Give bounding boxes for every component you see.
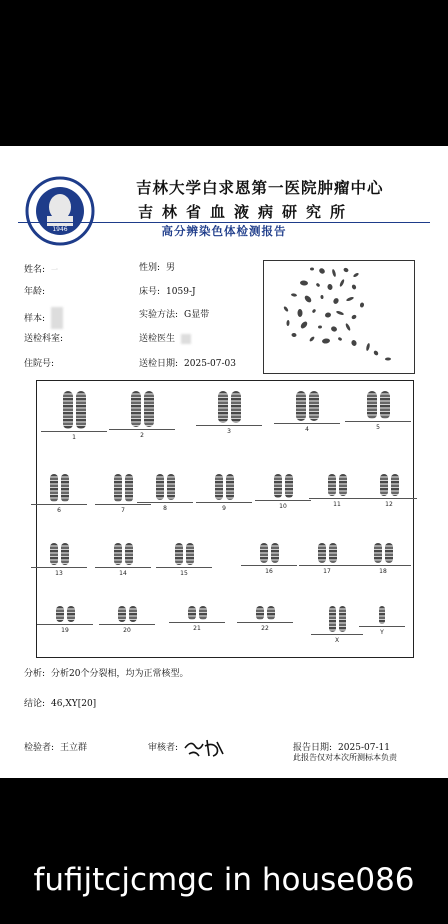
- metaphase-chromosome: [316, 283, 321, 288]
- pair-baseline: [196, 425, 262, 426]
- chromosome: [50, 543, 58, 565]
- chromosome-pair-21: [177, 606, 217, 632]
- metaphase-chromosome: [291, 293, 297, 297]
- chromosome: [339, 606, 346, 632]
- metaphase-chromosome: [353, 272, 360, 278]
- chromosome: [175, 543, 183, 565]
- chromosome: [226, 474, 234, 500]
- chromosome-pair-Y: [367, 606, 397, 636]
- chromosome: [186, 543, 194, 565]
- chromosome-pair-17: [307, 543, 347, 575]
- method-field: 实验方法: G显带: [139, 310, 210, 320]
- chromosome-pair-13: [39, 543, 79, 577]
- chromosome-label: 18: [379, 568, 387, 575]
- inpatient-number-field: 住院号:: [24, 359, 55, 369]
- pair-baseline: [311, 634, 363, 635]
- submit-date-field: 送检日期: 2025-07-03: [139, 359, 236, 369]
- chromosome: [271, 543, 279, 563]
- chromosome-label: 1: [72, 434, 76, 441]
- chromosome-pair-22: [245, 606, 285, 632]
- karyogram: [36, 380, 414, 658]
- chromosome-label: 10: [279, 503, 287, 510]
- chromosome: [218, 391, 228, 423]
- chromosome-label: 6: [57, 507, 61, 514]
- chromosome: [380, 391, 390, 419]
- chromosome: [144, 391, 154, 427]
- pair-baseline: [137, 502, 193, 503]
- chromosome: [50, 474, 58, 502]
- chromosome: [56, 606, 64, 622]
- metaphase-chromosome: [312, 309, 317, 314]
- chromosome: [318, 543, 326, 563]
- metaphase-chromosome: [332, 297, 339, 305]
- chromosome: [256, 606, 264, 620]
- metaphase-chromosome: [300, 280, 308, 286]
- metaphase-chromosome: [343, 267, 349, 273]
- metaphase-chromosome: [385, 357, 391, 360]
- chromosome: [199, 606, 207, 620]
- name-field: 姓名: 一: [24, 265, 59, 275]
- pair-baseline: [31, 504, 87, 505]
- chromosome-pair-2: [117, 391, 167, 439]
- chromosome: [296, 391, 306, 421]
- pair-baseline: [196, 502, 252, 503]
- chromosome-label: 7: [121, 507, 125, 514]
- chromosome-label: 12: [385, 501, 393, 508]
- gender-field: 性别: 男: [139, 263, 176, 273]
- metaphase-chromosome: [318, 267, 326, 275]
- analysis-field: 分析: 分析20个分裂相，均为正常核型。: [24, 669, 189, 679]
- chromosome-label: 3: [227, 428, 231, 435]
- chromosome: [76, 391, 86, 429]
- metaphase-image: [263, 260, 415, 374]
- chromosome-label: 21: [193, 625, 201, 632]
- pair-baseline: [156, 567, 212, 568]
- chromosome: [188, 606, 196, 620]
- bed-field: 床号: 1059-J: [139, 287, 196, 297]
- chromosome-label: 15: [180, 570, 188, 577]
- conclusion-field: 结论: 46,XY[20]: [24, 699, 97, 709]
- report-document: [0, 146, 448, 778]
- pair-baseline: [355, 565, 411, 566]
- chromosome: [379, 606, 385, 624]
- chromosome: [367, 391, 377, 419]
- pair-baseline: [41, 431, 107, 432]
- chromosome-label: 13: [55, 570, 63, 577]
- metaphase-chromosome: [309, 336, 315, 342]
- chromosome-pair-16: [249, 543, 289, 575]
- chromosome-label: 2: [140, 432, 144, 439]
- chromosome-pair-19: [45, 606, 85, 634]
- metaphase-chromosome: [331, 269, 336, 278]
- chromosome-label: X: [334, 637, 340, 644]
- doctor-field: 送检医生: [139, 331, 191, 344]
- metaphase-chromosome: [327, 284, 333, 291]
- chromosome: [131, 391, 141, 427]
- chromosome: [118, 606, 126, 622]
- metaphase-chromosome: [303, 294, 312, 303]
- metaphase-chromosome: [322, 338, 331, 344]
- chromosome: [385, 543, 393, 563]
- metaphase-chromosome: [297, 309, 302, 317]
- reviewer-field: 审核者:: [148, 743, 179, 753]
- pair-baseline: [37, 624, 93, 625]
- chromosome: [274, 474, 282, 498]
- pair-baseline: [99, 624, 155, 625]
- metaphase-chromosome: [291, 333, 297, 338]
- chromosome-label: 16: [265, 568, 273, 575]
- chromosome: [67, 606, 75, 622]
- metaphase-chromosome: [330, 325, 338, 332]
- disclaimer: 此报告仅对本次所测标本负责: [293, 753, 397, 762]
- pair-baseline: [109, 429, 175, 430]
- chromosome: [339, 474, 347, 496]
- pair-baseline: [95, 567, 151, 568]
- chromosome: [125, 543, 133, 565]
- chromosome-pair-X: [319, 606, 355, 644]
- metaphase-chromosome: [339, 279, 345, 288]
- chromosome-pair-5: [353, 391, 403, 431]
- chromosome: [129, 606, 137, 622]
- metaphase-chromosome: [283, 306, 289, 313]
- age-field: 年龄:: [24, 287, 46, 297]
- pair-baseline: [241, 565, 297, 566]
- chromosome-label: 14: [119, 570, 127, 577]
- metaphase-chromosome: [351, 284, 357, 290]
- chromosome: [329, 606, 336, 632]
- chromosome: [231, 391, 241, 423]
- metaphase-chromosome: [359, 302, 364, 308]
- chromosome-pair-9: [204, 474, 244, 512]
- chromosome-label: 20: [123, 627, 131, 634]
- chromosome-label: 5: [376, 424, 380, 431]
- metaphase-chromosome: [351, 339, 358, 346]
- pair-baseline: [169, 622, 225, 623]
- chromosome: [61, 543, 69, 565]
- metaphase-chromosome: [286, 320, 289, 326]
- pair-baseline: [274, 423, 340, 424]
- metaphase-chromosome: [324, 312, 331, 319]
- chromosome-label: 9: [222, 505, 226, 512]
- chromosome-pair-8: [145, 474, 185, 512]
- chromosome-pair-20: [107, 606, 147, 634]
- chromosome: [380, 474, 388, 496]
- chromosome: [374, 543, 382, 563]
- chromosome-label: 17: [323, 568, 331, 575]
- chromosome-label: 4: [305, 426, 309, 433]
- chromosome-pair-10: [263, 474, 303, 510]
- chromosome: [329, 543, 337, 563]
- chromosome-pair-6: [39, 474, 79, 514]
- metaphase-chromosome: [336, 310, 345, 316]
- chromosome: [167, 474, 175, 500]
- chromosome-pair-4: [282, 391, 332, 433]
- overlay-caption: fufijtcjcmgc in house086: [33, 862, 415, 898]
- department-field: 送检科室:: [24, 334, 64, 344]
- pair-baseline: [299, 565, 355, 566]
- chromosome-pair-1: [49, 391, 99, 441]
- chromosome-pair-18: [363, 543, 403, 575]
- chromosome-pair-11: [317, 474, 357, 508]
- institute-name: 吉林省血液病研究所: [138, 203, 355, 221]
- pair-baseline: [309, 498, 365, 499]
- report-date-field: 报告日期: 2025-07-11: [293, 743, 390, 753]
- metaphase-chromosome: [299, 320, 308, 329]
- pair-baseline: [237, 622, 293, 623]
- metaphase-chromosome: [346, 296, 355, 302]
- metaphase-chromosome: [345, 323, 351, 331]
- pair-baseline: [255, 500, 311, 501]
- hospital-name: 吉林大学白求恩第一医院肿瘤中心: [136, 178, 384, 197]
- chromosome-label: 19: [61, 627, 69, 634]
- chromosome-pair-14: [103, 543, 143, 577]
- pair-baseline: [345, 421, 411, 422]
- chromosome: [114, 474, 122, 502]
- chromosome: [267, 606, 275, 620]
- metaphase-chromosome: [338, 337, 343, 342]
- chromosome: [114, 543, 122, 565]
- chromosome: [63, 391, 73, 429]
- chromosome: [260, 543, 268, 563]
- sample-field: 样本:: [24, 307, 63, 329]
- examiner-field: 检验者: 王立群: [24, 743, 88, 753]
- chromosome: [61, 474, 69, 502]
- chromosome: [328, 474, 336, 496]
- chromosome-pair-12: [369, 474, 409, 508]
- metaphase-chromosome: [351, 314, 357, 320]
- report-title: 高分辨染色体检测报告: [161, 224, 287, 238]
- pair-baseline: [359, 626, 405, 627]
- chromosome-label: Y: [380, 629, 384, 636]
- chromosome: [215, 474, 223, 500]
- chromosome: [125, 474, 133, 502]
- pair-baseline: [95, 504, 151, 505]
- svg-text:1946: 1946: [52, 226, 68, 233]
- chromosome-label: 22: [261, 625, 269, 632]
- metaphase-chromosome: [310, 268, 314, 271]
- chromosome-pair-15: [164, 543, 204, 577]
- chromosome-label: 8: [163, 505, 167, 512]
- metaphase-chromosome: [373, 350, 379, 356]
- chromosome-pair-7: [103, 474, 143, 514]
- metaphase-chromosome: [366, 343, 371, 351]
- chromosome-label: 11: [333, 501, 341, 508]
- chromosome: [391, 474, 399, 496]
- chromosome-pair-3: [204, 391, 254, 435]
- metaphase-chromosome: [320, 295, 323, 299]
- chromosome: [309, 391, 319, 421]
- pair-baseline: [361, 498, 417, 499]
- pair-baseline: [31, 567, 87, 568]
- chromosome: [156, 474, 164, 500]
- chromosome: [285, 474, 293, 498]
- reviewer-signature: [181, 734, 227, 760]
- metaphase-chromosome: [318, 325, 323, 329]
